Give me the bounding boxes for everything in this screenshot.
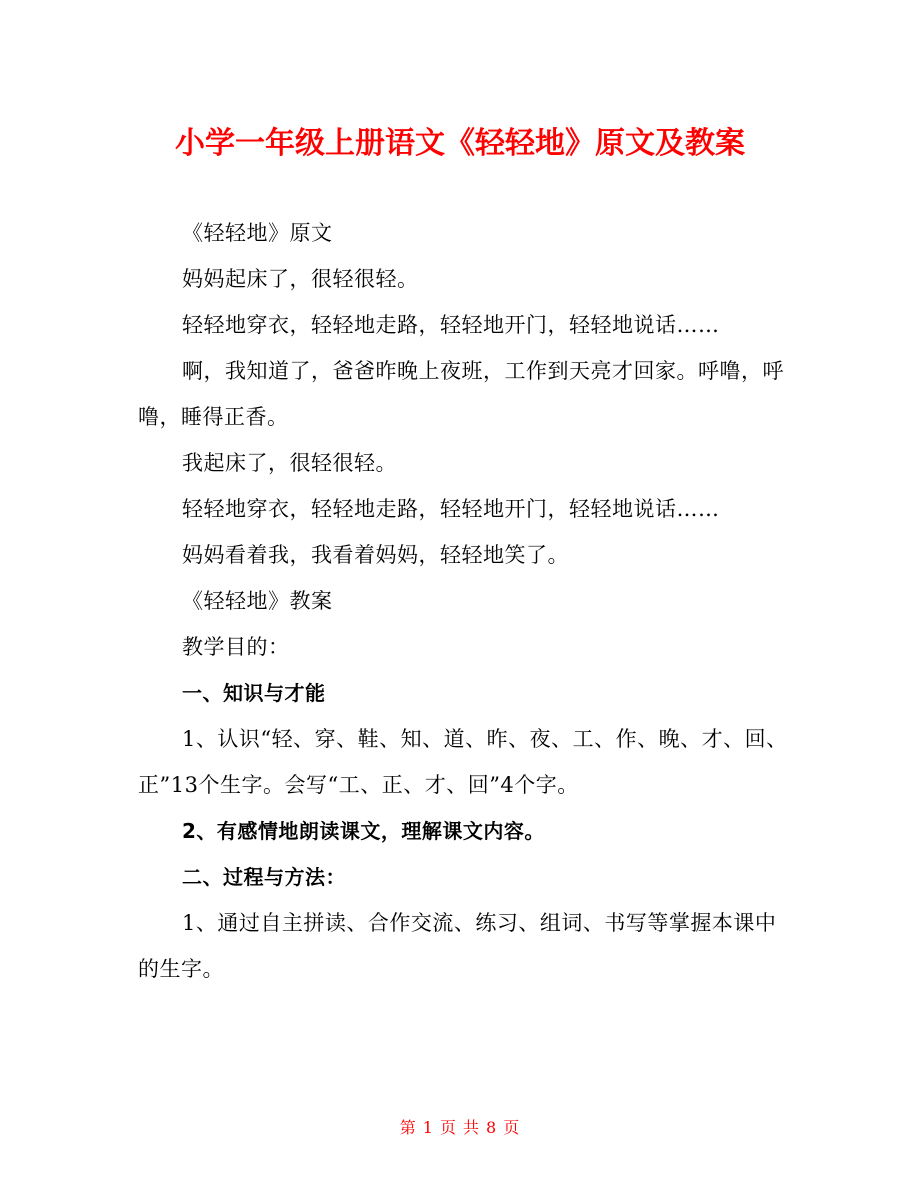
paragraph: 妈妈起床了，很轻很轻。 (182, 267, 419, 291)
footer-suffix: 页 (503, 1118, 521, 1137)
paragraph: 轻轻地穿衣，轻轻地走路，轻轻地开门，轻轻地说话…… (182, 497, 720, 521)
document-body (138, 210, 788, 992)
page-footer (0, 1115, 920, 1138)
subheading-process-method: 二、过程与方法： (182, 865, 346, 889)
paragraph: 妈妈看着我，我看着妈妈，轻轻地笑了。 (182, 543, 569, 567)
paragraph: 啊，我知道了，爸爸昨晚上夜班，工作到天亮才回家。呼噜，呼噜，睡得正香。 (138, 359, 784, 429)
paragraph: 轻轻地穿衣，轻轻地走路，轻轻地开门，轻轻地说话…… (182, 313, 720, 337)
footer-total-pages: 8 (486, 1118, 498, 1137)
footer-middle: 页 共 (439, 1118, 481, 1137)
footer-page-number: 1 (422, 1118, 434, 1137)
footer-prefix: 第 (399, 1118, 417, 1137)
section-heading-lesson-plan: 《轻轻地》教案 (182, 589, 333, 613)
subheading-knowledge: 一、知识与才能 (182, 681, 326, 705)
paragraph: 我起床了，很轻很轻。 (182, 451, 397, 475)
paragraph: 教学目的： (182, 635, 290, 659)
paragraph: 1、通过自主拼读、合作交流、练习、组词、书写等掌握本课中的生字。 (138, 911, 777, 981)
document-title: 小学一年级上册语文《轻轻地》原文及教案 (175, 126, 745, 161)
section-heading-original-text: 《轻轻地》原文 (182, 221, 333, 245)
paragraph-bold: 2、有感情地朗读课文，理解课文内容。 (182, 819, 545, 843)
paragraph: 1、认识“轻、穿、鞋、知、道、昨、夜、工、作、晚、才、回、正”13个生字。会写“工、正、才、回”4个字。 (138, 727, 788, 797)
